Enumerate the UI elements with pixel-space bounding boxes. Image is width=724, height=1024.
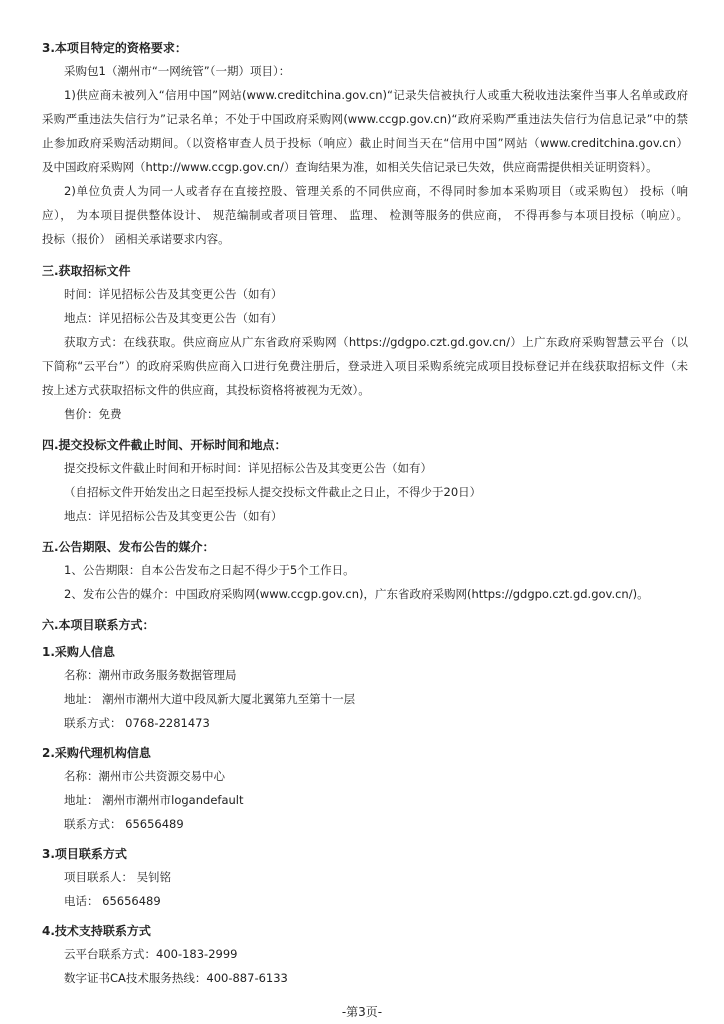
agency-name: 名称：潮州市公共资源交易中心 — [64, 769, 225, 783]
tech-support-ca: 数字证书CA技术服务热线：400-887-6133 — [64, 971, 288, 985]
agency-address: 地址： 潮州市潮州市logandefault — [64, 793, 244, 807]
project-contact-heading: 3.项目联系方式 — [42, 847, 127, 861]
item2-line-1: 2)单位负责人为同一人或者存在直接控股、管理关系的不同供应商，不得同时参加本采购项目（或采购包） 投标（响 — [64, 184, 688, 198]
tech-support-cloud: 云平台联系方式：400-183-2999 — [64, 947, 238, 961]
obtain-method-line-3: 按上述方式获取招标文件的供应商，其投标资格将被视为无效）。 — [42, 383, 370, 397]
package-line: 采购包1（潮州市“一网统管”（一期）项目）： — [64, 64, 291, 78]
item1-line-3: 止参加政府采购活动期间。（以资格审查人员于投标（响应）截止时间当天在“信用中国”网站（www.creditchina.gov.cn） — [42, 136, 688, 150]
tech-support-heading: 4.技术支持联系方式 — [42, 924, 151, 938]
announcement-media: 2、发布公告的媒介：中国政府采购网(www.ccgp.gov.cn)，广东省政府采购网(https://gdgpo.czt.gd.gov.cn/)。 — [64, 587, 649, 601]
obtain-price: 售价：免费 — [64, 407, 122, 421]
submission-deadline: 提交投标文件截止时间和开标时间：详见招标公告及其变更公告（如有） — [64, 461, 432, 475]
submission-place: 地点：详见招标公告及其变更公告（如有） — [64, 509, 283, 523]
agency-heading: 2.采购代理机构信息 — [42, 746, 151, 760]
page-number: -第3页- — [341, 1005, 383, 1019]
obtain-heading: 三.获取招标文件 — [42, 264, 131, 278]
contacts-heading: 六.本项目联系方式： — [42, 618, 155, 632]
project-contact-phone: 电话： 65656489 — [64, 894, 161, 908]
obtain-method-line-1: 获取方式：在线获取。供应商应从广东省政府采购网（https://gdgpo.czt.gd.gov.cn/）上广东政府采购智慧云平台（以 — [64, 335, 688, 349]
submission-heading: 四.提交投标文件截止时间、开标时间和地点： — [42, 438, 287, 452]
announcement-heading: 五.公告期限、发布公告的媒介： — [42, 540, 215, 554]
qualification-heading: 3.本项目特定的资格要求： — [42, 41, 187, 55]
obtain-time: 时间：详见招标公告及其变更公告（如有） — [64, 287, 283, 301]
purchaser-address: 地址： 潮州市潮州大道中段凤新大厦北翼第九至第十一层 — [64, 692, 356, 706]
item1-line-1: 1)供应商未被列入“信用中国”网站(www.creditchina.gov.cn)“记录失信被执行人或重大税收违法案件当事人名单或政府 — [64, 88, 688, 102]
project-contact-person: 项目联系人： 吴钊铭 — [64, 870, 172, 884]
obtain-method-line-2: 下简称“云平台”）的政府采购供应商入口进行免费注册后，登录进入项目采购系统完成项目投标登记并在线获取招标文件（未 — [42, 359, 688, 373]
item2-line-3: 投标（报价） 函相关承诺要求内容。 — [42, 232, 230, 246]
obtain-place: 地点：详见招标公告及其变更公告（如有） — [64, 311, 283, 325]
purchaser-heading: 1.采购人信息 — [42, 645, 115, 659]
agency-phone: 联系方式： 65656489 — [64, 817, 184, 831]
announcement-period: 1、公告期限：自本公告发布之日起不得少于5个工作日。 — [64, 563, 355, 577]
item2-line-2: 应）， 为本项目提供整体设计、 规范编制或者项目管理、 监理、 检测等服务的供应商， 不得再参与本项目投标（响应）。 — [42, 208, 688, 222]
item1-line-4: 及中国政府采购网（http://www.ccgp.gov.cn/）查询结果为准，如相关失信记录已失效，供应商需提供相关证明资料）。 — [42, 160, 658, 174]
purchaser-name: 名称：潮州市政务服务数据管理局 — [64, 668, 237, 682]
purchaser-phone: 联系方式： 0768-2281473 — [64, 716, 210, 730]
item1-line-2: 采购严重违法失信行为”记录名单；不处于中国政府采购网(www.ccgp.gov.cn)“政府采购严重违法失信行为信息记录”中的禁 — [42, 112, 688, 126]
submission-note: （自招标文件开始发出之日起至投标人提交投标文件截止之日止，不得少于20日） — [64, 485, 482, 499]
